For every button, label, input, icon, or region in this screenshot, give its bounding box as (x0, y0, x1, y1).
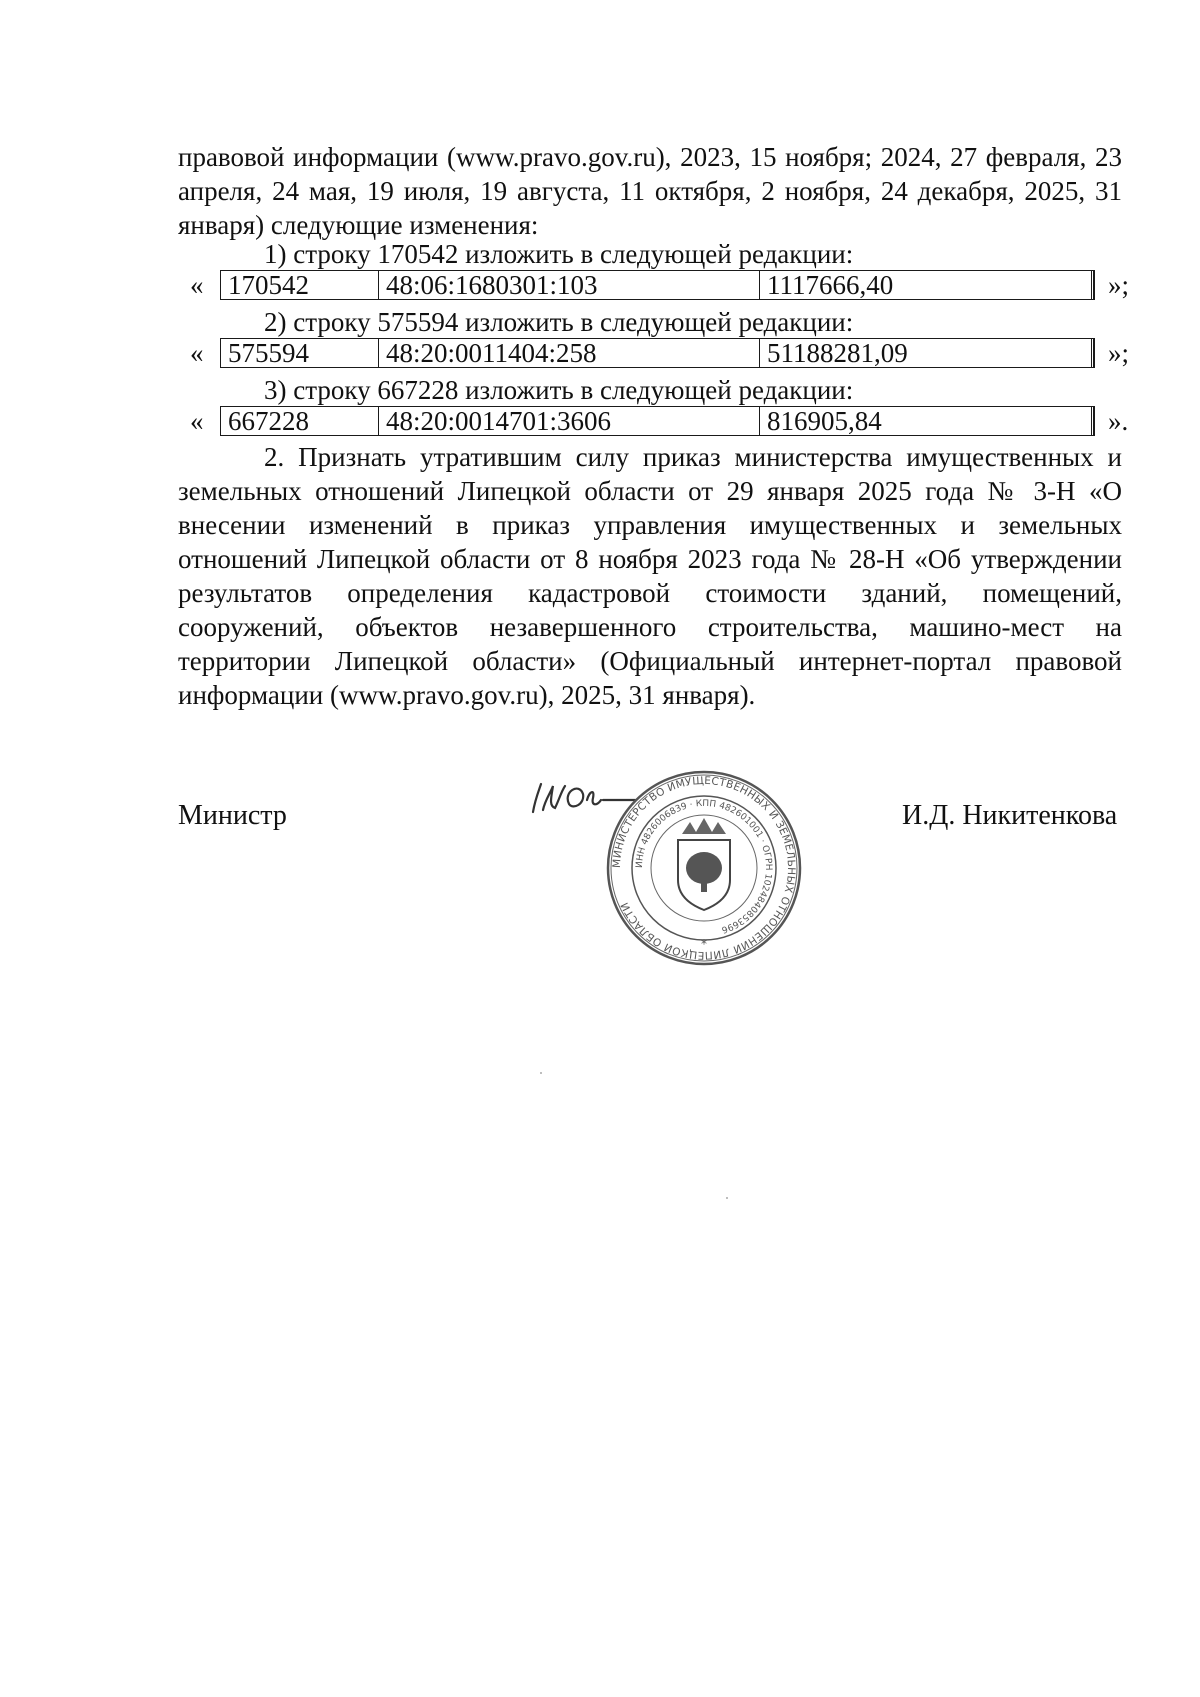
row-number-cell: 575594 (221, 339, 379, 367)
replacement-table (220, 406, 1095, 436)
cadastral-number-cell: 48:20:0014701:3606 (379, 407, 760, 435)
replacement-table (220, 338, 1095, 368)
signatory-position: Министр (178, 800, 287, 831)
item-2-label: 2) строку 575594 изложить в следующей редакции: (264, 307, 854, 337)
official-stamp-seal (606, 770, 802, 966)
item-3-label: 3) строку 667228 изложить в следующей редакции: (264, 375, 854, 405)
quote-open: « (190, 406, 204, 436)
scan-speck (726, 1197, 728, 1199)
cadastral-value-cell: 51188281,09 (760, 339, 1094, 367)
cadastral-number-cell: 48:06:1680301:103 (379, 271, 760, 299)
quote-close: ». (1108, 406, 1129, 436)
cadastral-value-cell: 816905,84 (760, 407, 1094, 435)
quote-open: « (190, 270, 204, 300)
row-number-cell: 170542 (221, 271, 379, 299)
item-1-label: 1) строку 170542 изложить в следующей редакции: (264, 239, 854, 269)
table-row (190, 406, 1130, 436)
intro-paragraph: правовой информации (www.pravo.gov.ru), 2023, 15 ноября; 2024, 27 февраля, 23 апреля, 24 мая, 19 июля, 19 августа, 11 октября, 2 ноября, 24 декабря, 2025, 31 января) следующие изменения: (178, 142, 1122, 240)
svg-text:*: * (701, 937, 707, 951)
table-row (190, 270, 1130, 300)
quote-close: »; (1108, 338, 1130, 368)
replacement-table (220, 270, 1095, 300)
scan-speck (540, 1072, 542, 1074)
svg-text:ИНН 4826006839 · КПП 482601001: ИНН 4826006839 · КПП 482601001 · ОГРН 1024840853696 (634, 798, 774, 935)
quote-close: »; (1108, 270, 1130, 300)
cadastral-value-cell: 1117666,40 (760, 271, 1094, 299)
row-number-cell: 667228 (221, 407, 379, 435)
signatory-name: И.Д. Никитенкова (902, 800, 1118, 831)
point-2-paragraph: 2. Признать утратившим силу приказ министерства имущественных и земельных отношений Липецкой области от 29 января 2025 года № 3-Н «О внесении изменений в приказ управления имущественных и земельных отношений Липецкой области от 8 ноября 2023 года № 28-Н «Об утверждении результатов определения кадастровой стоимости зданий, помещений, сооружений, объектов незавершенного строительства, машино-мест на территории Липецкой области» (Официальный интернет-портал правовой информации (www.pravo.gov.ru), 2025, 31 января). (178, 442, 1122, 710)
quote-open: « (190, 338, 204, 368)
svg-text:МИНИСТЕРСТВО ИМУЩЕСТВЕННЫХ И З: МИНИСТЕРСТВО ИМУЩЕСТВЕННЫХ И ЗЕМЕЛЬНЫХ ОТНОШЕНИЙ ЛИПЕЦКОЙ ОБЛАСТИ (610, 774, 798, 962)
table-row (190, 338, 1130, 368)
cadastral-number-cell: 48:20:0011404:258 (379, 339, 760, 367)
